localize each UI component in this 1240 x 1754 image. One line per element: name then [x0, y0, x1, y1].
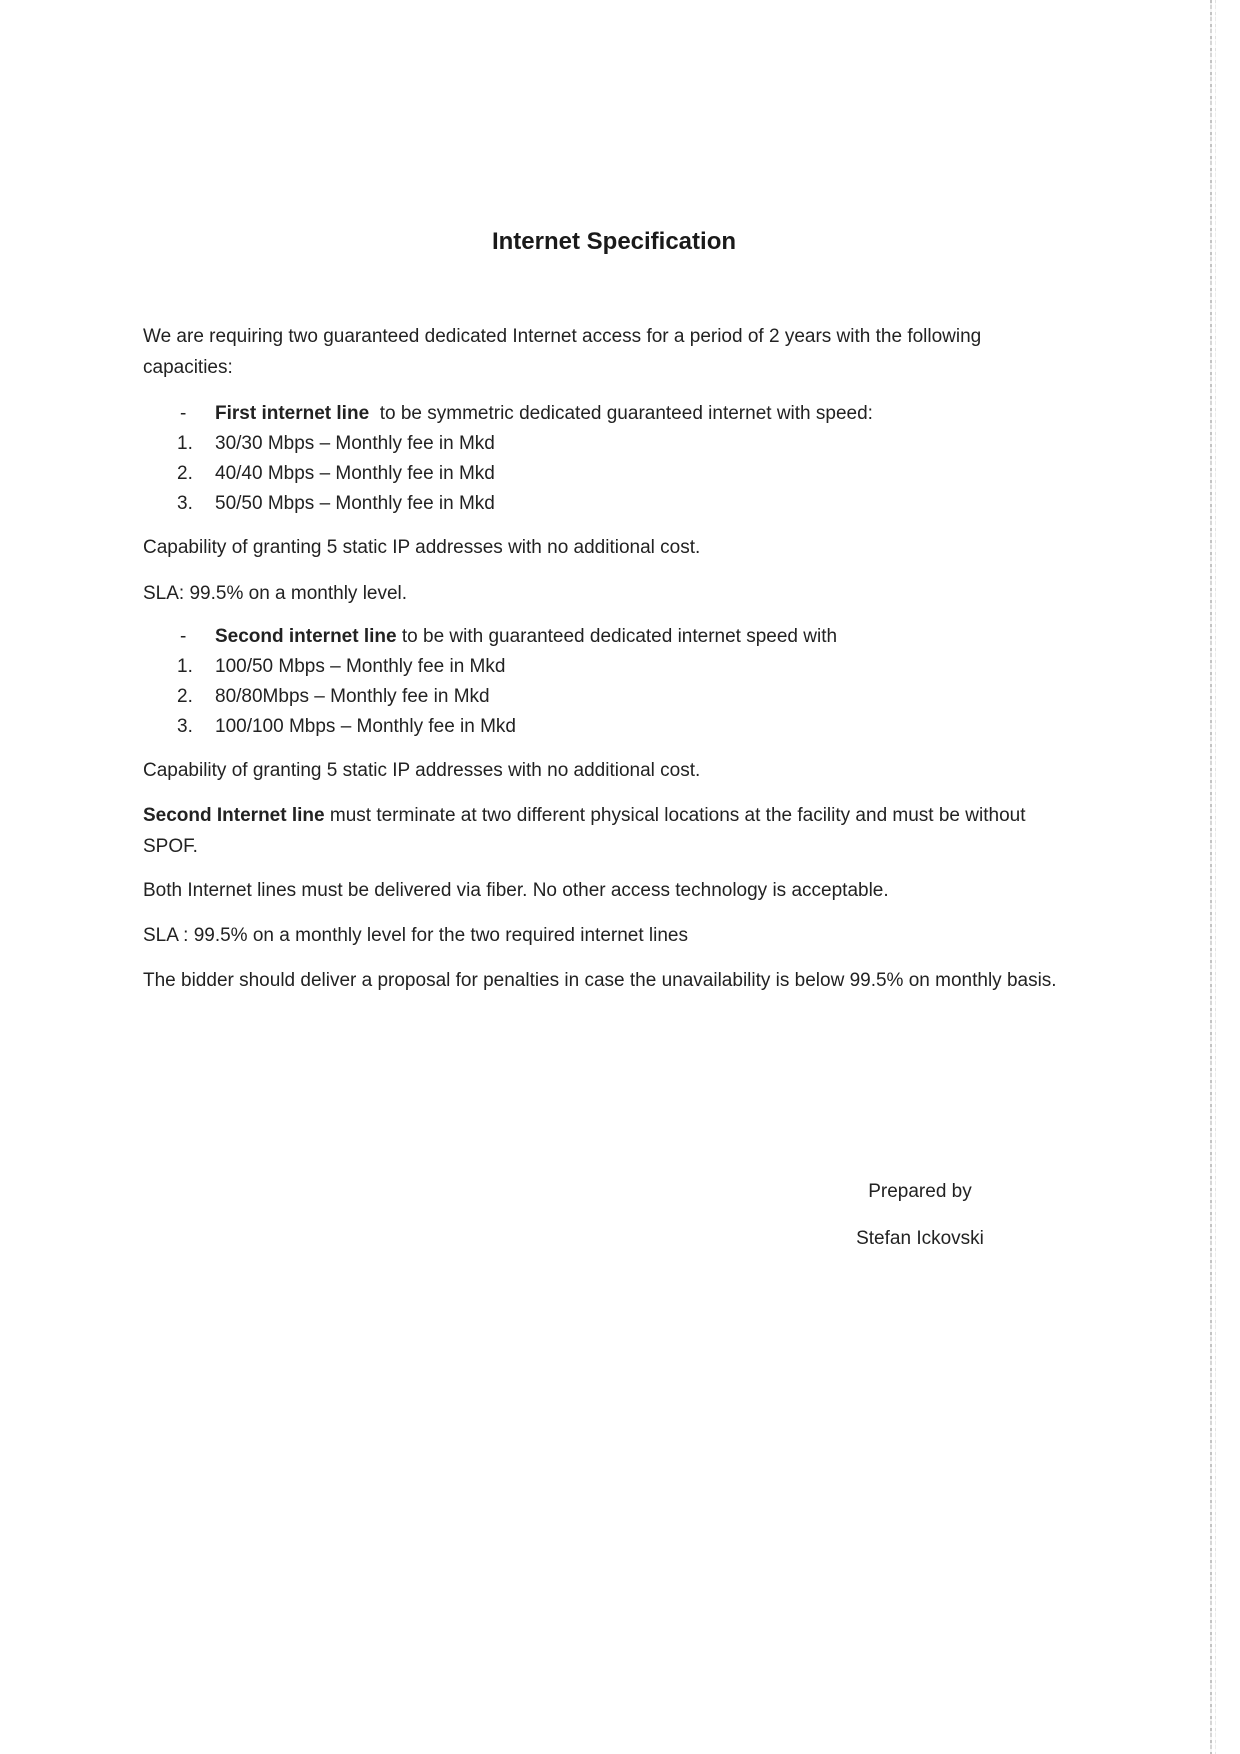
first-line-option — [143, 459, 1073, 489]
second-line-heading-bold: Second internet line — [215, 626, 397, 647]
prepared-by-label: Prepared by — [868, 1181, 972, 1202]
first-line-list — [143, 399, 1073, 519]
second-line-termination — [143, 800, 1073, 862]
first-line-heading-bold: First internet line — [215, 403, 370, 424]
option-number: 1. — [177, 656, 193, 677]
second-line-option — [143, 712, 1073, 742]
second-line-heading-text: to be with guaranteed dedicated internet speed with — [396, 626, 838, 647]
option-number: 2. — [177, 463, 193, 484]
termination-text: must terminate at two different physical locations at the facility and must be without SPOF. — [143, 805, 1026, 857]
first-line-static-ip: Capability of granting 5 static IP addresses with no additional cost. — [143, 537, 701, 558]
second-line-static-ip: Capability of granting 5 static IP addresses with no additional cost. — [143, 760, 701, 781]
penalties-paragraph: The bidder should deliver a proposal for penalties in case the unavailability is below 99.5% on monthly basis. — [143, 970, 1057, 991]
sla-both-lines: SLA : 99.5% on a monthly level for the two required internet lines — [143, 925, 688, 946]
intro-paragraph: We are requiring two guaranteed dedicated Internet access for a period of 2 years with the following capacities: — [143, 326, 982, 378]
first-line-option — [143, 489, 1073, 519]
option-text: 100/50 Mbps – Monthly fee in Mkd — [215, 656, 506, 677]
first-line-sla: SLA: 99.5% on a monthly level. — [143, 583, 408, 604]
option-number: 3. — [177, 716, 193, 737]
first-line-option — [143, 429, 1073, 459]
document-title: Internet Specification — [491, 228, 737, 255]
option-number: 3. — [177, 493, 193, 514]
first-line-heading — [143, 399, 1073, 429]
option-text: 40/40 Mbps – Monthly fee in Mkd — [215, 463, 495, 484]
fiber-requirement: Both Internet lines must be delivered via fiber. No other access technology is acceptable. — [143, 880, 889, 901]
option-number: 2. — [177, 686, 193, 707]
option-text: 30/30 Mbps – Monthly fee in Mkd — [215, 433, 495, 454]
scan-edge — [1210, 0, 1212, 1754]
dash-marker: - — [180, 626, 187, 647]
first-line-heading-text: to be symmetric dedicated guaranteed internet with speed: — [369, 403, 873, 424]
second-line-option — [143, 652, 1073, 682]
option-text: 80/80Mbps – Monthly fee in Mkd — [215, 686, 490, 707]
dash-marker: - — [180, 403, 187, 424]
option-text: 100/100 Mbps – Monthly fee in Mkd — [215, 716, 517, 737]
option-text: 50/50 Mbps – Monthly fee in Mkd — [215, 493, 495, 514]
scan-edge-secondary — [1215, 0, 1216, 1754]
second-line-option — [143, 682, 1073, 712]
option-number: 1. — [177, 433, 193, 454]
termination-bold: Second Internet line — [143, 805, 325, 826]
second-line-heading — [143, 622, 1073, 652]
signatory-name: Stefan Ickovski — [856, 1228, 984, 1249]
second-line-list — [143, 622, 1073, 742]
